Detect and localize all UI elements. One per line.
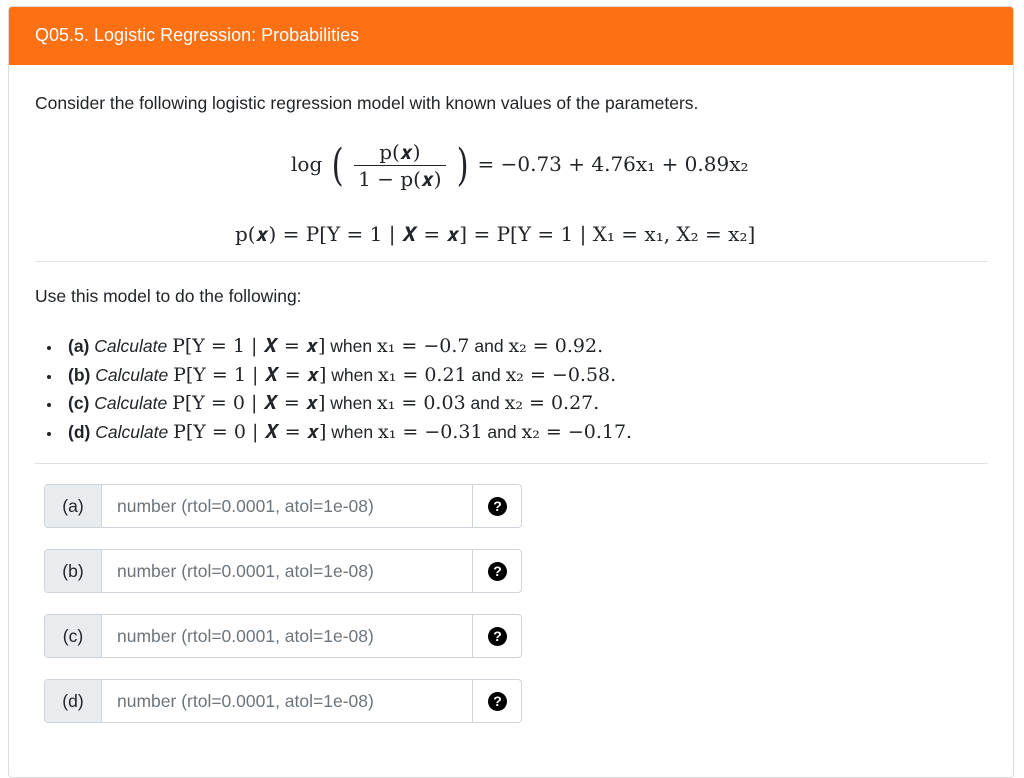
task-x1: x₁ = 0.21 [377, 363, 467, 386]
divider [35, 261, 988, 262]
answer-group-a [44, 484, 522, 528]
answer-label: (b) [45, 550, 102, 592]
log-operator: log [291, 152, 323, 176]
help-button[interactable] [472, 485, 522, 527]
task-x2: x₂ = −0.58. [505, 363, 617, 386]
answer-input-c[interactable] [102, 615, 472, 657]
help-button[interactable] [472, 550, 522, 592]
task-probability: P[Y = 0 | 𝑿 = 𝒙] [173, 420, 327, 443]
task-probability: P[Y = 0 | 𝑿 = 𝒙] [172, 392, 326, 414]
task-when: when [330, 336, 373, 356]
question-circle-icon: ? [488, 497, 507, 516]
question-circle-icon: ? [488, 692, 507, 711]
task-verb: Calculate [95, 364, 169, 385]
task-verb: Calculate [94, 393, 168, 413]
help-button[interactable] [472, 680, 522, 722]
question-header [9, 7, 1013, 65]
task-label: (b) [68, 364, 91, 385]
task-item-b [62, 361, 632, 390]
fraction-denominator: 1 − p(𝒙) [358, 167, 442, 191]
task-item-c [62, 389, 632, 418]
task-verb: Calculate [95, 421, 169, 442]
instruction-text: Use this model to do the following: [35, 286, 302, 306]
question-circle-icon: ? [488, 562, 507, 581]
help-button[interactable] [472, 615, 522, 657]
logit-equation [291, 140, 749, 200]
right-paren: ) [456, 139, 469, 191]
answer-group-d [44, 679, 522, 723]
question-card [8, 6, 1014, 778]
task-and: and [471, 364, 501, 385]
answer-input-a[interactable] [102, 485, 472, 527]
probability-definition: p(𝒙) = P[Y = 1 | 𝑿 = 𝒙] = P[Y = 1 | X₁ = x₁, X₂ = x₂] [235, 222, 756, 246]
task-x1: x₁ = −0.7 [377, 335, 470, 357]
task-verb: Calculate [94, 336, 168, 356]
answer-input-d[interactable] [102, 680, 472, 722]
answer-label: (d) [45, 680, 102, 722]
task-x2: x₂ = 0.92. [508, 335, 604, 357]
task-when: when [331, 421, 374, 442]
task-x1: x₁ = 0.03 [377, 392, 466, 414]
task-label: (d) [68, 421, 91, 442]
task-when: when [331, 364, 374, 385]
task-label: (c) [68, 393, 90, 413]
task-when: when [330, 393, 373, 413]
logit-rhs: = −0.73 + 4.76x₁ + 0.89x₂ [477, 152, 749, 176]
answer-input-b[interactable] [102, 550, 472, 592]
odds-fraction [354, 140, 445, 191]
task-probability: P[Y = 1 | 𝑿 = 𝒙] [172, 335, 326, 357]
left-paren: ( [331, 139, 344, 191]
task-x1: x₁ = −0.31 [377, 420, 483, 443]
task-label: (a) [68, 336, 90, 356]
task-and: and [487, 421, 517, 442]
task-x2: x₂ = −0.17. [521, 420, 633, 443]
answer-group-c [44, 614, 522, 658]
task-list [31, 332, 632, 446]
task-and: and [474, 336, 504, 356]
task-item-a [62, 332, 632, 361]
answer-group-b [44, 549, 522, 593]
question-intro: Consider the following logistic regression model with known values of the parameters. [35, 93, 699, 113]
task-x2: x₂ = 0.27. [504, 392, 600, 414]
question-title: Q05.5. Logistic Regression: Probabilities [35, 25, 360, 45]
task-item-d [62, 418, 632, 447]
task-probability: P[Y = 1 | 𝑿 = 𝒙] [173, 363, 327, 386]
question-circle-icon: ? [488, 627, 507, 646]
task-and: and [470, 393, 500, 413]
divider [35, 463, 988, 464]
answer-label: (c) [45, 615, 102, 657]
answer-label: (a) [45, 485, 102, 527]
fraction-numerator: p(𝒙) [354, 140, 445, 166]
